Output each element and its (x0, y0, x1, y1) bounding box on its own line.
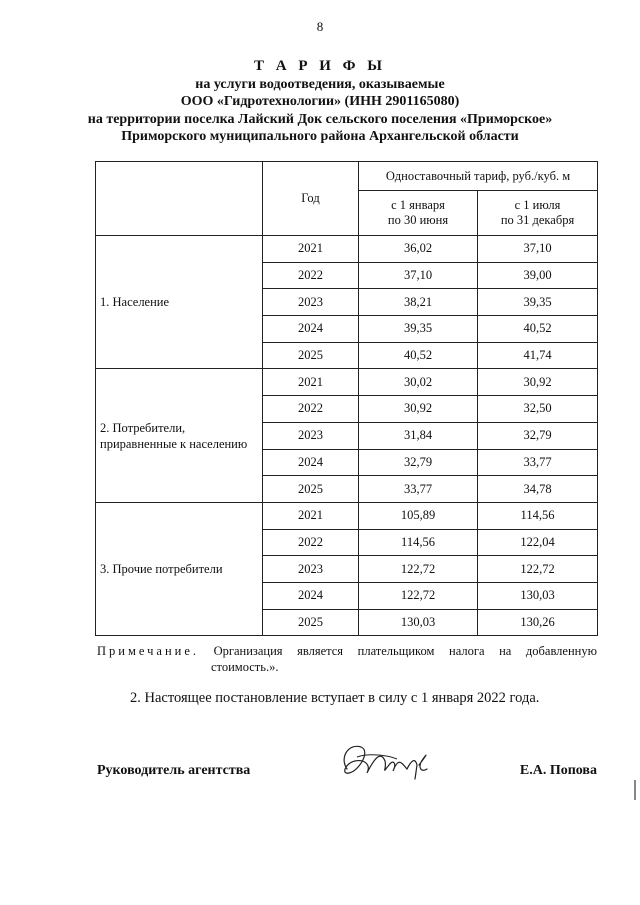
tariff-period-2-cell: 130,03 (478, 582, 598, 609)
category-cell: 3. Прочие потребители (96, 502, 263, 635)
effective-date-paragraph: 2. Настоящее постановление вступает в силу с 1 января 2022 года. (130, 690, 540, 706)
category-cell: 2. Потребители, приравненные к населению (96, 369, 263, 502)
tariff-period-2-cell: 122,72 (478, 556, 598, 583)
tariff-table-body (96, 236, 598, 636)
tariff-period-2-cell: 130,26 (478, 609, 598, 636)
category-header (96, 162, 263, 236)
tariff-period-1-cell: 37,10 (359, 262, 478, 289)
tariff-period-2-cell: 34,78 (478, 476, 598, 503)
period-2-label: с 1 июля по 31 декабря (500, 198, 575, 227)
year-cell: 2022 (263, 262, 359, 289)
header-line-2: ООО «Гидротехнологии» (ИНН 2901165080) (180, 94, 460, 109)
note-block (97, 643, 597, 675)
year-cell: 2024 (263, 582, 359, 609)
year-cell: 2022 (263, 529, 359, 556)
note-continuation: стоимость.». (211, 660, 279, 674)
note-word: на (499, 644, 512, 658)
note-first-line (97, 643, 597, 659)
year-cell: 2022 (263, 396, 359, 423)
year-cell: 2025 (263, 476, 359, 503)
tariff-period-1-cell: 122,72 (359, 556, 478, 583)
signatory-name: Е.А. Попова (519, 763, 597, 778)
page-number: 8 (316, 19, 324, 34)
tariff-period-1-cell: 30,02 (359, 369, 478, 396)
tariff-period-1-cell: 40,52 (359, 342, 478, 369)
note-word: Организация (213, 644, 283, 658)
tariff-header: Одноставочный тариф, руб./куб. м (359, 162, 598, 191)
table-row (96, 502, 598, 529)
document-header (0, 58, 640, 146)
tariff-period-1-cell: 38,21 (359, 289, 478, 316)
tariff-table (95, 161, 598, 636)
handwritten-signature (335, 735, 435, 785)
year-cell: 2023 (263, 289, 359, 316)
tariff-period-1-cell: 122,72 (359, 582, 478, 609)
header-line-1: на услуги водоотведения, оказываемые (195, 76, 445, 92)
tariff-period-2-cell: 33,77 (478, 449, 598, 476)
table-row (96, 369, 598, 396)
year-cell: 2021 (263, 369, 359, 396)
note-word: плательщиком (357, 644, 435, 658)
tariff-period-2-cell: 40,52 (478, 316, 598, 343)
table-row (96, 236, 598, 263)
period-1-header (359, 191, 478, 236)
signatory-position: Руководитель агентства (97, 763, 251, 778)
tariff-period-1-cell: 36,02 (359, 236, 478, 263)
year-cell: 2025 (263, 609, 359, 636)
note-word: добавленную (525, 644, 597, 658)
category-cell: 1. Население (96, 236, 263, 369)
tariff-period-2-cell: 39,35 (478, 289, 598, 316)
tariff-period-1-cell: 130,03 (359, 609, 478, 636)
year-cell: 2021 (263, 502, 359, 529)
tariff-period-1-cell: 32,79 (359, 449, 478, 476)
tariff-period-2-cell: 37,10 (478, 236, 598, 263)
tariff-period-2-cell: 39,00 (478, 262, 598, 289)
note-word: является (297, 644, 344, 658)
note-label: Примечание. (97, 644, 200, 658)
tariff-period-2-cell: 114,56 (478, 502, 598, 529)
tariff-period-1-cell: 39,35 (359, 316, 478, 343)
tariff-period-1-cell: 105,89 (359, 502, 478, 529)
tariff-period-1-cell: 30,92 (359, 396, 478, 423)
note-word: налога (449, 644, 485, 658)
tariff-period-2-cell: 32,79 (478, 422, 598, 449)
tariff-period-1-cell: 114,56 (359, 529, 478, 556)
tariff-period-2-cell: 30,92 (478, 369, 598, 396)
tariff-period-2-cell: 41,74 (478, 342, 598, 369)
year-cell: 2025 (263, 342, 359, 369)
header-line-3: на территории поселка Лайский Док сельского поселения «Приморское» (87, 111, 553, 127)
year-cell: 2023 (263, 556, 359, 583)
year-cell: 2024 (263, 449, 359, 476)
year-cell: 2023 (263, 422, 359, 449)
edge-mark (634, 780, 636, 800)
year-cell: 2024 (263, 316, 359, 343)
tariff-period-2-cell: 122,04 (478, 529, 598, 556)
tariff-period-2-cell: 32,50 (478, 396, 598, 423)
year-header: Год (263, 162, 359, 236)
header-line-4: Приморского муниципального района Архангельской области (121, 129, 519, 144)
tariff-period-1-cell: 33,77 (359, 476, 478, 503)
period-2-header (478, 191, 598, 236)
document-title: Т А Р И Ф Ы (253, 58, 387, 74)
tariff-period-1-cell: 31,84 (359, 422, 478, 449)
year-cell: 2021 (263, 236, 359, 263)
period-1-label: с 1 января по 30 июня (387, 198, 449, 227)
